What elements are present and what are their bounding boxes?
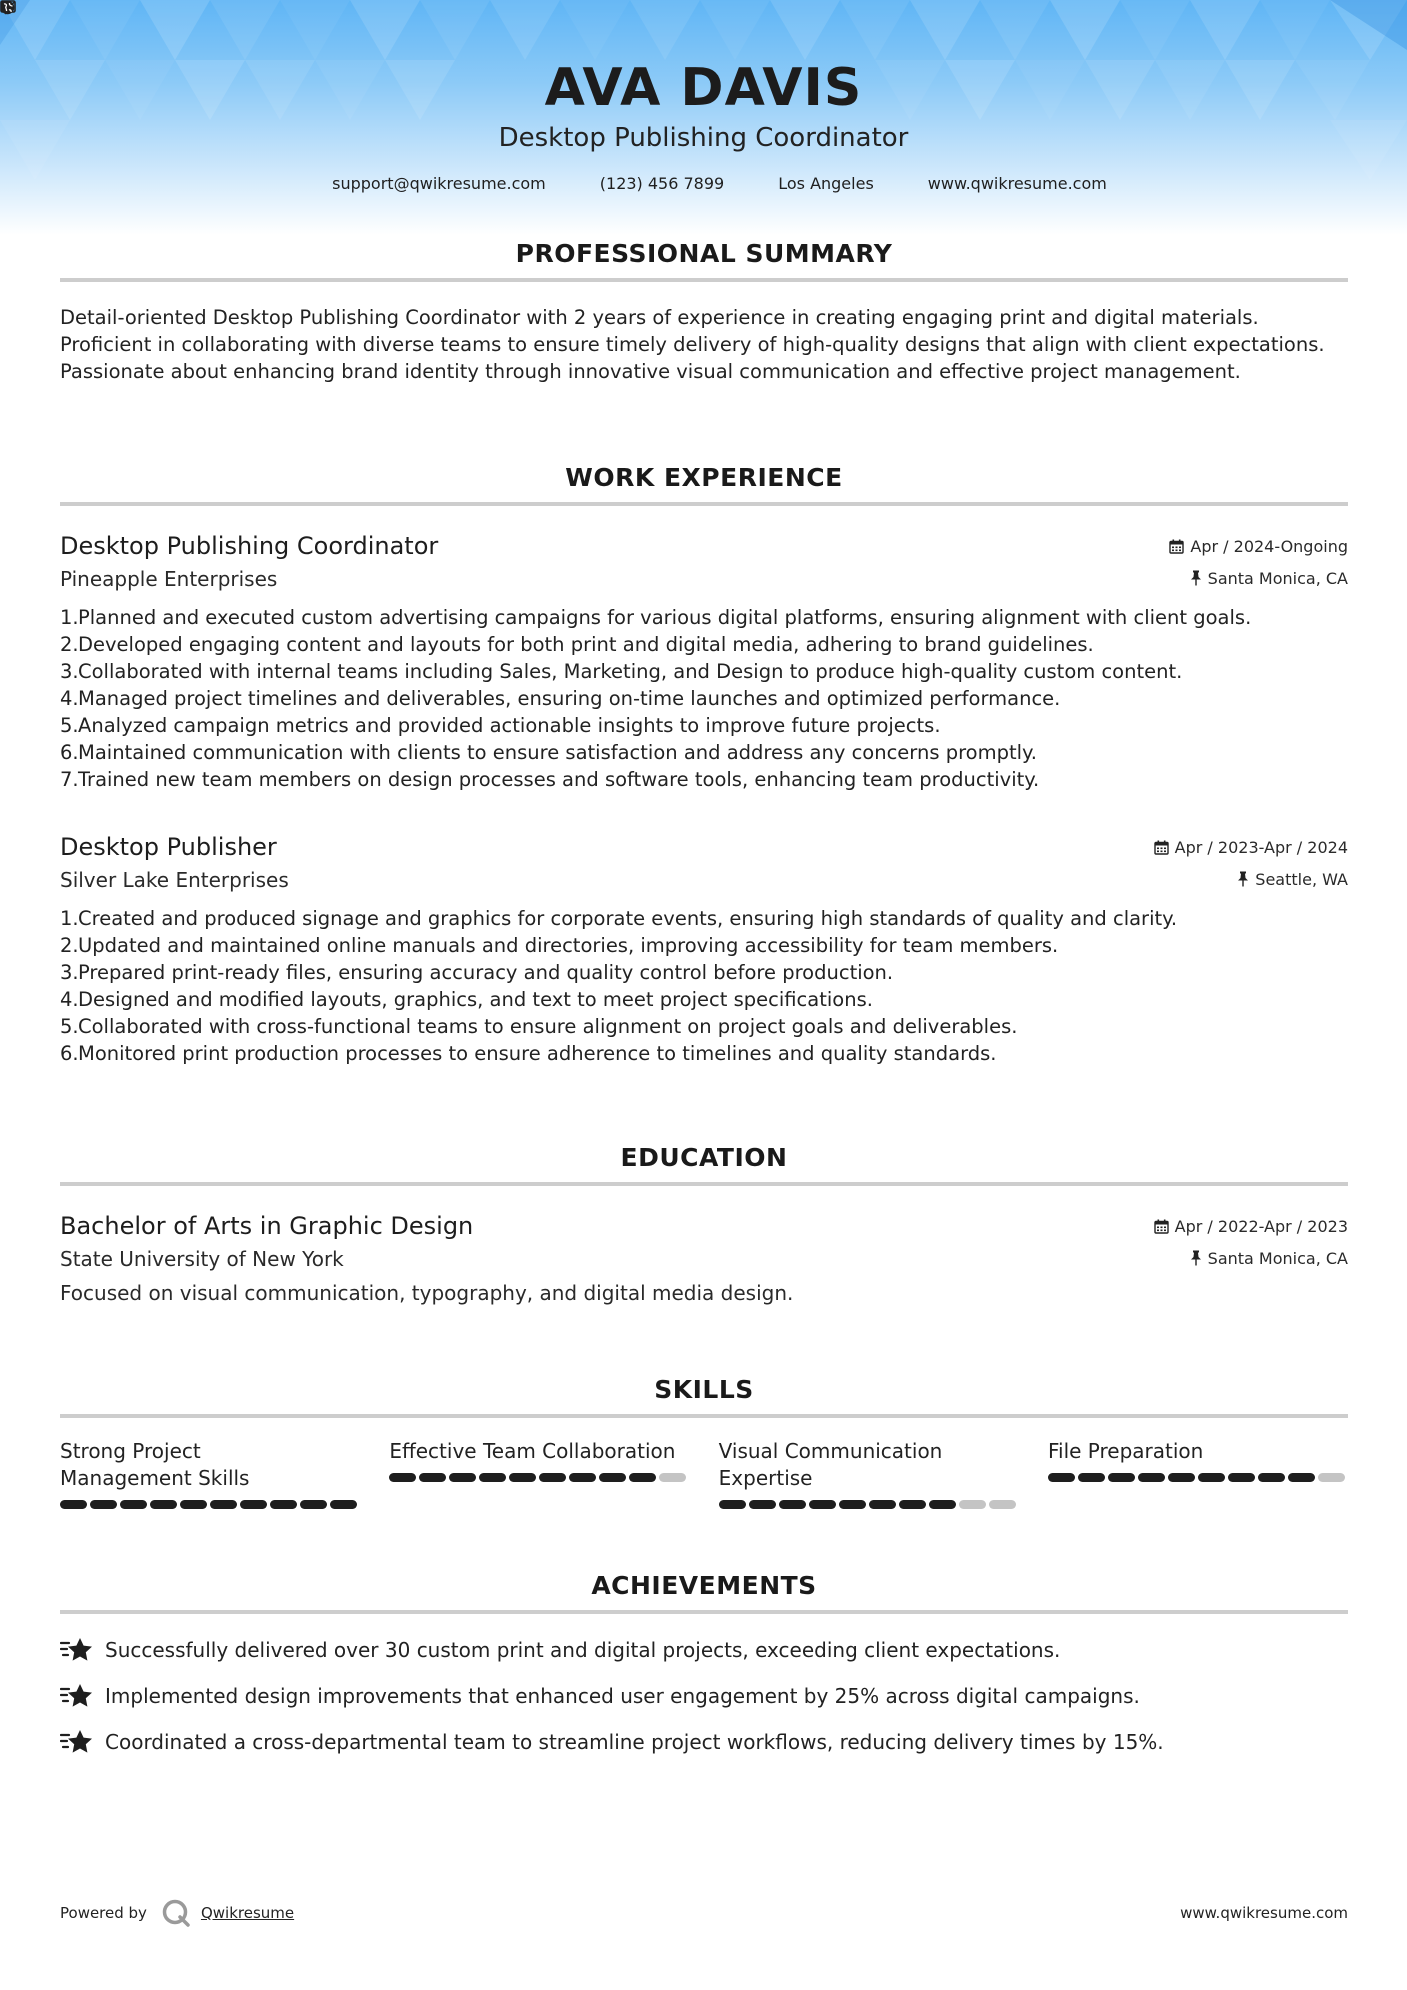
list-item: 3.Collaborated with internal teams including Sales, Marketing, and Design to produce high-quality custom content.	[60, 660, 1183, 683]
skill-segment-filled	[240, 1500, 267, 1509]
skill-label: Effective Team Collaboration	[389, 1439, 676, 1463]
list-item: 5.Analyzed campaign metrics and provided actionable insights to improve future projects.	[60, 714, 941, 737]
contact-bar	[0, 174, 1407, 193]
job-bullets	[60, 604, 1348, 793]
skill-item	[60, 1438, 360, 1509]
map-pin-icon	[746, 175, 764, 193]
list-item: 4.Managed project timelines and deliverables, ensuring on-time launches and optimized performance.	[60, 687, 1061, 710]
skill-segment-filled	[1108, 1473, 1135, 1482]
skill-label: File Preparation	[1047, 1439, 1204, 1463]
education-entry	[60, 1210, 1348, 1308]
candidate-role: Desktop Publishing Coordinator	[498, 123, 909, 153]
skill-item	[1048, 1438, 1348, 1509]
skill-segment-filled	[60, 1500, 87, 1509]
calendar-icon	[1154, 1219, 1169, 1234]
skill-segment-filled	[1198, 1473, 1225, 1482]
skills-heading: SKILLS	[654, 1375, 754, 1404]
skill-segment-filled	[809, 1500, 836, 1509]
header-banner	[0, 0, 1407, 235]
section-divider	[60, 1182, 1348, 1186]
skill-segment-filled	[270, 1500, 297, 1509]
contact-email[interactable]	[300, 174, 546, 193]
list-item: 1.Planned and executed custom advertising campaigns for various digital platforms, ensuring alignment with client goals.	[60, 606, 1252, 629]
skill-segment-filled	[419, 1473, 446, 1482]
job-entry	[60, 831, 1348, 1067]
skill-level-bar	[719, 1500, 1019, 1509]
skill-segment-filled	[300, 1500, 327, 1509]
skill-segment-filled	[389, 1473, 416, 1482]
qwikresume-logo-icon	[161, 1898, 191, 1928]
skill-label: Strong Project Management Skills	[60, 1439, 250, 1490]
job-entry	[60, 530, 1348, 793]
company-name: Silver Lake Enterprises	[60, 868, 289, 892]
skill-segment-filled	[330, 1500, 357, 1509]
skill-label: Visual Communication Expertise	[718, 1439, 943, 1490]
skills-row	[60, 1438, 1348, 1509]
skill-segment-empty	[659, 1473, 686, 1482]
skill-segment-filled	[1168, 1473, 1195, 1482]
job-title: Desktop Publisher	[60, 833, 277, 861]
summary-text: Detail-oriented Desktop Publishing Coordinator with 2 years of experience in creating engaging print and digital materials. Proficient in collaborating with diverse teams to ensure timely delivery of high-quality designs that align with client expectations. Passionate about enhancing brand identity through innovative visual communication and effective project management.	[60, 306, 1325, 383]
list-item: 4.Designed and modified layouts, graphics, and text to meet project specifications.	[60, 988, 873, 1011]
section-divider	[60, 502, 1348, 506]
skill-segment-filled	[479, 1473, 506, 1482]
skill-segment-filled	[90, 1500, 117, 1509]
skill-segment-filled	[899, 1500, 926, 1509]
skill-segment-filled	[1048, 1473, 1075, 1482]
pushpin-icon	[1190, 570, 1202, 586]
candidate-name: AVA DAVIS	[544, 58, 863, 118]
education-description: Focused on visual communication, typography, and digital media design.	[60, 1281, 794, 1305]
qwikresume-link[interactable]: Qwikresume	[200, 1904, 295, 1922]
skill-segment-filled	[150, 1500, 177, 1509]
achievements-heading: ACHIEVEMENTS	[591, 1571, 817, 1600]
skill-segment-filled	[599, 1473, 626, 1482]
achievements-section	[60, 1570, 1348, 1758]
contact-location	[746, 174, 874, 193]
skill-segment-filled	[569, 1473, 596, 1482]
footer-website-link[interactable]: www.qwikresume.com	[1180, 1904, 1348, 1922]
summary-heading: PROFESSIONAL SUMMARY	[515, 239, 893, 268]
pushpin-icon	[1190, 1250, 1202, 1266]
calendar-icon	[1154, 840, 1169, 855]
achievement-item: Successfully delivered over 30 custom print and digital projects, exceeding client expectations.	[60, 1634, 1348, 1666]
skill-item	[389, 1438, 689, 1509]
experience-heading: WORK EXPERIENCE	[565, 463, 843, 492]
email-text: support@qwikresume.com	[332, 174, 546, 193]
education-location: Santa Monica, CA	[1190, 1249, 1348, 1268]
skills-section	[60, 1374, 1348, 1509]
list-item: 5.Collaborated with cross-functional teams to ensure alignment on project goals and deliverables.	[60, 1015, 1018, 1038]
contact-phone[interactable]	[568, 174, 724, 193]
skill-segment-filled	[719, 1500, 746, 1509]
phone-icon	[568, 175, 586, 193]
list-item: 1.Created and produced signage and graphics for corporate events, ensuring high standards of quality and clarity.	[60, 907, 1178, 930]
skill-level-bar	[389, 1473, 689, 1482]
achievement-item: Coordinated a cross-departmental team to streamline project workflows, reducing delivery times by 15%.	[60, 1726, 1348, 1758]
degree-title: Bachelor of Arts in Graphic Design	[60, 1212, 474, 1240]
location-text: Los Angeles	[778, 174, 874, 193]
job-bullets	[60, 905, 1348, 1067]
list-item: 6.Monitored print production processes to ensure adherence to timelines and quality standards.	[60, 1042, 997, 1065]
envelope-icon	[300, 175, 318, 193]
skill-segment-empty	[989, 1500, 1016, 1509]
summary-section	[60, 238, 1348, 385]
star-award-icon	[60, 1634, 94, 1666]
job-location: Seattle, WA	[1237, 870, 1348, 889]
list-item: 3.Prepared print-ready files, ensuring accuracy and quality control before production.	[60, 961, 894, 984]
list-item: 6.Maintained communication with clients to ensure satisfaction and address any concerns promptly.	[60, 741, 1037, 764]
education-heading: EDUCATION	[620, 1143, 788, 1172]
job-dates: Apr / 2024-Ongoing	[1169, 537, 1348, 556]
skill-segment-empty	[959, 1500, 986, 1509]
star-award-icon	[60, 1726, 94, 1758]
website-text: www.qwikresume.com	[927, 174, 1107, 193]
skill-level-bar	[1048, 1473, 1348, 1482]
phone-text: (123) 456 7899	[599, 174, 725, 193]
skill-segment-empty	[1318, 1473, 1345, 1482]
skill-segment-filled	[1288, 1473, 1315, 1482]
skill-segment-filled	[749, 1500, 776, 1509]
section-divider	[60, 278, 1348, 282]
calendar-icon	[1169, 539, 1184, 554]
school-name: State University of New York	[60, 1247, 344, 1271]
skill-segment-filled	[210, 1500, 237, 1509]
skill-segment-filled	[120, 1500, 147, 1509]
job-title: Desktop Publishing Coordinator	[60, 532, 439, 560]
star-award-icon	[60, 1680, 94, 1712]
skill-segment-filled	[1078, 1473, 1105, 1482]
skill-segment-filled	[1258, 1473, 1285, 1482]
skill-level-bar	[60, 1500, 360, 1509]
pushpin-icon	[1237, 871, 1249, 887]
list-item: 2.Updated and maintained online manuals and directories, improving accessibility for team members.	[60, 934, 1059, 957]
section-divider	[60, 1414, 1348, 1418]
skill-segment-filled	[839, 1500, 866, 1509]
achievement-item: Implemented design improvements that enhanced user engagement by 25% across digital campaigns.	[60, 1680, 1348, 1712]
globe-icon	[896, 175, 914, 193]
skill-segment-filled	[509, 1473, 536, 1482]
experience-section	[60, 462, 1348, 506]
skill-segment-filled	[1138, 1473, 1165, 1482]
contact-website[interactable]	[896, 174, 1107, 193]
skill-segment-filled	[449, 1473, 476, 1482]
company-name: Pineapple Enterprises	[60, 567, 278, 591]
job-dates: Apr / 2023-Apr / 2024	[1154, 838, 1348, 857]
page-footer	[60, 1898, 1348, 1928]
job-location: Santa Monica, CA	[1190, 569, 1348, 588]
skill-segment-filled	[1228, 1473, 1255, 1482]
skill-item	[719, 1438, 1019, 1509]
skill-segment-filled	[539, 1473, 566, 1482]
list-item: 2.Developed engaging content and layouts for both print and digital media, adhering to brand guidelines.	[60, 633, 1094, 656]
skill-segment-filled	[929, 1500, 956, 1509]
powered-by-label: Powered by	[60, 1904, 147, 1922]
skill-segment-filled	[869, 1500, 896, 1509]
education-dates: Apr / 2022-Apr / 2023	[1154, 1217, 1348, 1236]
skill-segment-filled	[779, 1500, 806, 1509]
list-item: 7.Trained new team members on design processes and software tools, enhancing team productivity.	[60, 768, 1040, 791]
skill-segment-filled	[629, 1473, 656, 1482]
education-section	[60, 1142, 1348, 1186]
skill-segment-filled	[180, 1500, 207, 1509]
